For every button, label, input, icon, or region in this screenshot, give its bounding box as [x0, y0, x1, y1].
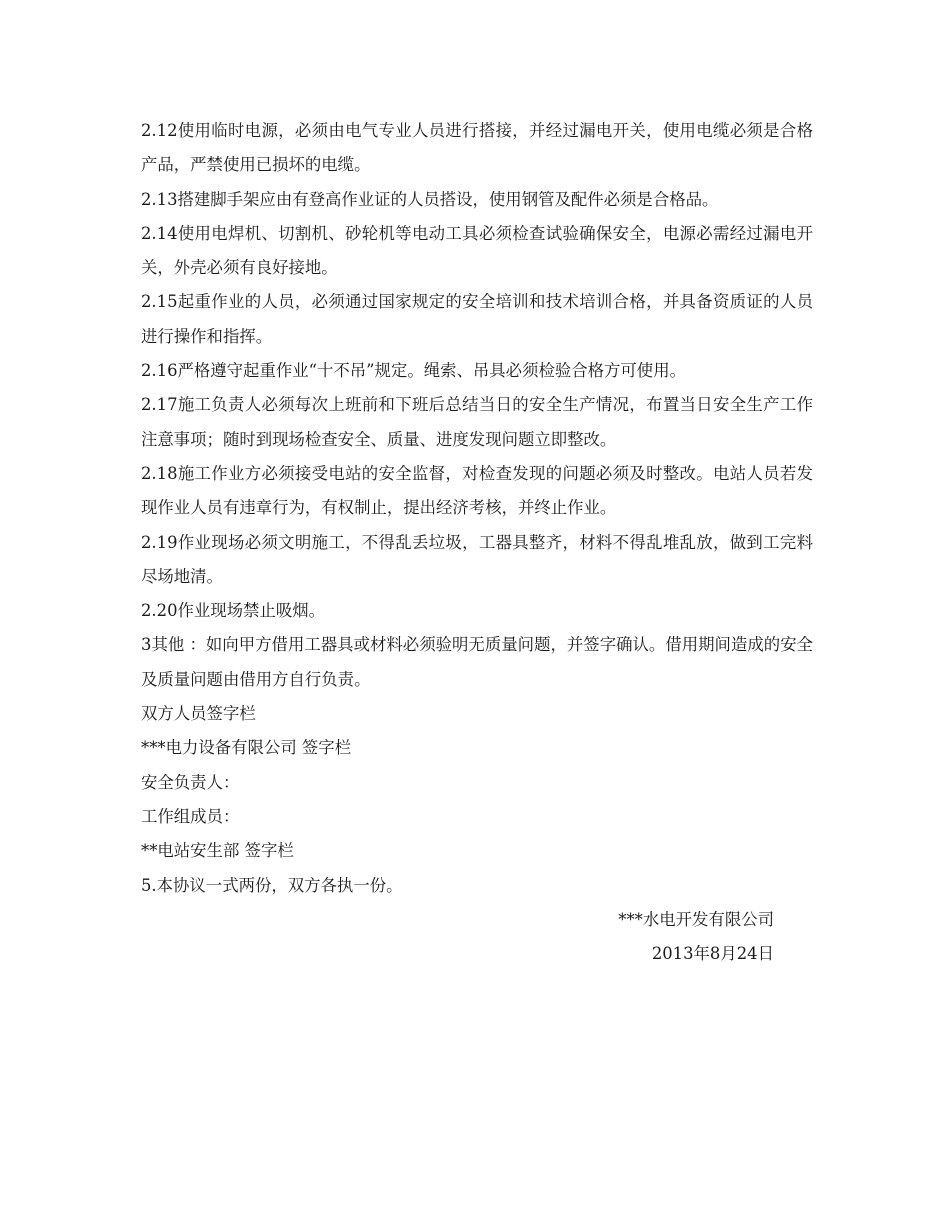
clause-2-15: 2.15起重作业的人员，必须通过国家规定的安全培训和技术培训合格，并具备资质证的人员进行操作和指挥。 [141, 292, 813, 346]
clause-2-18: 2.18施工作业方必须接受电站的安全监督，对检查发现的问题必须及时整改。电站人员若发现作业人员有违章行为，有权制止，提出经济考核，并终止作业。 [141, 463, 813, 518]
clause-3-other: 3其他 ：如向甲方借用工器具或材料必须验明无质量问题，并签字确认。借用期间造成的安全及质量问题由借用方自行负责。 [141, 635, 813, 689]
clause-2-20: 2.20作业现场禁止吸烟。 [141, 601, 326, 621]
contractor-signature-label: ***电力设备有限公司 签字栏 [141, 738, 352, 758]
signature-section-heading: 双方人员签字栏 [141, 704, 256, 724]
clause-5-copies: 5.本协议一式两份，双方各执一份。 [141, 875, 403, 895]
clause-2-12: 2.12使用临时电源，必须由电气专业人员进行搭接，并经过漏电开关，使用电缆必须是合格产品，严禁使用已损坏的电缆。 [141, 121, 813, 175]
clause-2-13: 2.13搭建脚手架应由有登高作业证的人员搭设，使用钢管及配件必须是合格品。 [141, 189, 719, 209]
station-safety-dept-signature-label: **电站安生部 签字栏 [141, 841, 294, 861]
signature-block [618, 903, 774, 972]
team-members-label: 工作组成员： [141, 806, 240, 826]
clause-2-17: 2.17施工负责人必须每次上班前和下班后总结当日的安全生产情况，布置当日安全生产工作注意事项；随时到现场检查安全、质量、进度发现问题立即整改。 [141, 395, 813, 449]
clause-2-14: 2.14使用电焊机、切割机、砂轮机等电动工具必须检查试验确保安全，电源必需经过漏电开关，外壳必须有良好接地。 [141, 223, 813, 278]
signing-date: 2013年8月24日 [651, 944, 774, 964]
safety-lead-label: 安全负责人： [141, 772, 240, 792]
clause-2-19: 2.19作业现场必须文明施工，不得乱丢垃圾，工器具整齐，材料不得乱堆乱放，做到工完料尽场地清。 [141, 532, 813, 586]
clause-2-16: 2.16严格遵守起重作业“十不吊”规定。绳索、吊具必须检验合格方可使用。 [141, 361, 686, 381]
signing-company: ***水电开发有限公司 [618, 910, 774, 929]
document-body [141, 114, 813, 903]
